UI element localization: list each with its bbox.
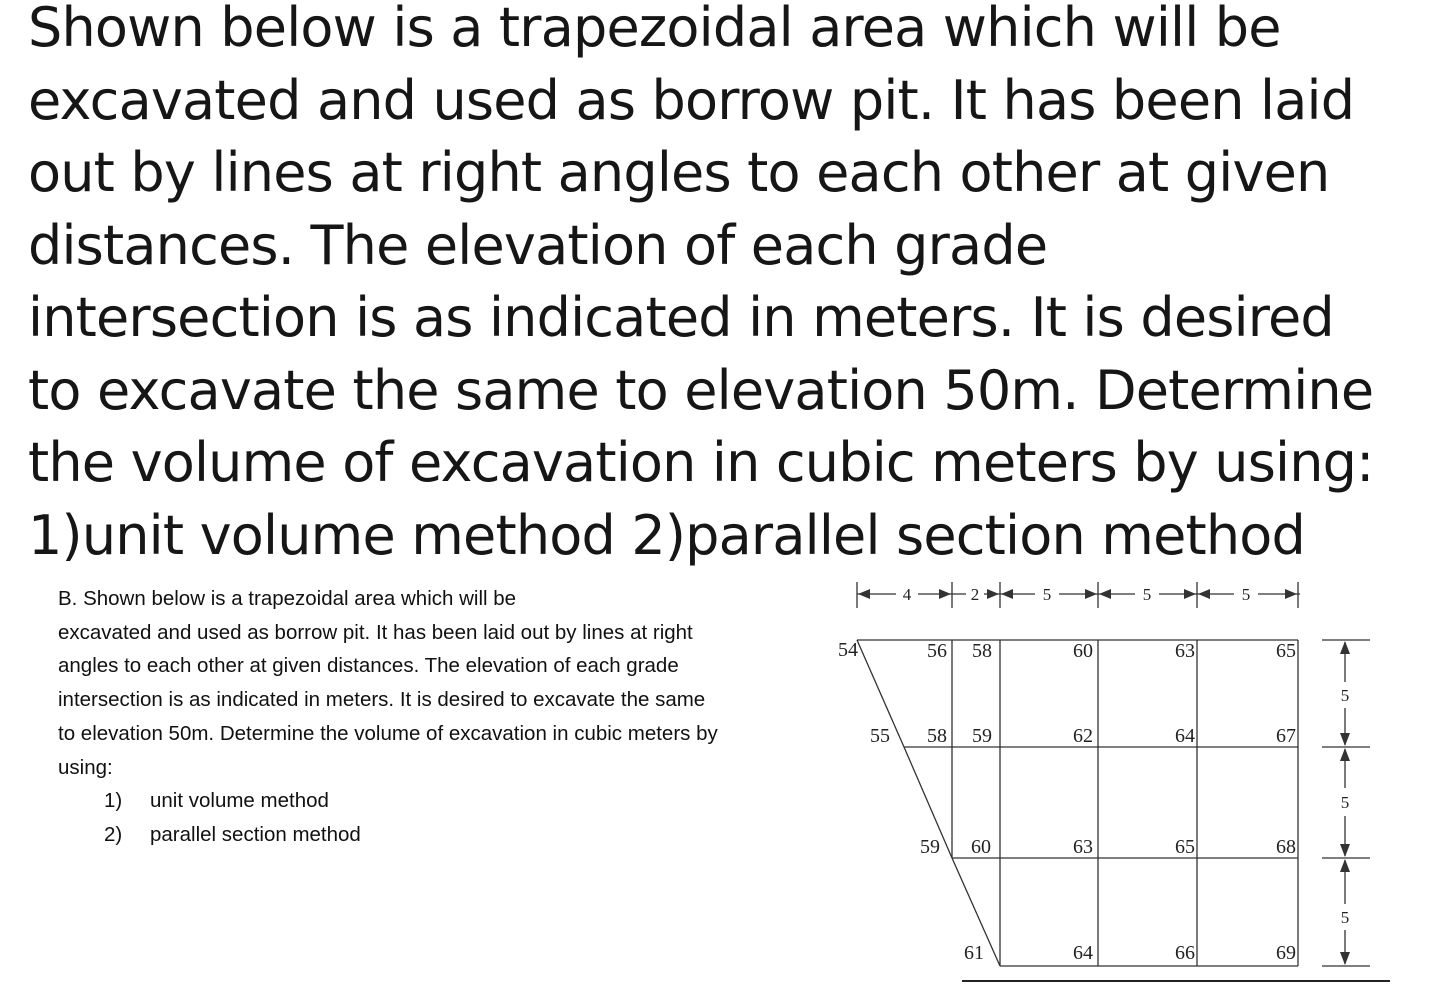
elevation-label: 64 <box>1175 725 1195 747</box>
method-label: parallel section method <box>150 822 361 846</box>
top-dim-label: 5 <box>1142 585 1152 604</box>
question-text: Shown below is a trapezoidal area which will be excavated and used as borrow pit. It has been laid out by lines at right angles to each other at given distances. The elevation of each grade intersection is as indicated in meters. It is desired to excavate the same to elevation 50m. Determine the volume of excavation in cubic meters by using: 1)unit volume method 2)parallel section method <box>28 0 1374 567</box>
elevation-label: 60 <box>1073 640 1093 662</box>
arrow-left <box>858 589 870 599</box>
method-label: unit volume method <box>150 789 329 813</box>
elevation-label: 69 <box>1276 942 1296 964</box>
borrow-pit-diagram <box>830 570 1430 990</box>
elevation-label: 59 <box>972 725 992 747</box>
top-dim-label: 2 <box>970 585 980 604</box>
arrow-right <box>939 589 951 599</box>
arrow-right <box>1085 589 1097 599</box>
top-dim-label: 4 <box>902 585 912 604</box>
elevation-label: 58 <box>972 640 992 662</box>
elevation-label: 62 <box>1073 725 1093 747</box>
arrow-right <box>1285 589 1297 599</box>
arrow-down <box>1340 844 1350 857</box>
top-dim-label: 5 <box>1241 585 1251 604</box>
arrow-down <box>1340 952 1350 965</box>
method-list <box>58 784 838 851</box>
method-item <box>104 818 838 852</box>
elevation-label: 59 <box>920 836 940 858</box>
side-dim-label: 5 <box>1340 793 1350 812</box>
method-number: 2) <box>104 822 123 846</box>
arrow-left <box>1001 589 1013 599</box>
elevation-label: 67 <box>1276 725 1296 747</box>
elevation-label: 55 <box>870 725 890 747</box>
arrow-left <box>1198 589 1210 599</box>
elevation-label: 63 <box>1073 836 1093 858</box>
elevation-label: 68 <box>1276 836 1296 858</box>
method-number: 1) <box>104 789 123 813</box>
elevation-label: 56 <box>927 640 947 662</box>
elevation-label: 60 <box>971 836 991 858</box>
elevation-label: 64 <box>1073 942 1093 964</box>
elevation-label: 63 <box>1175 640 1195 662</box>
method-item <box>104 784 838 818</box>
top-dim-label: 5 <box>1042 585 1052 604</box>
elevation-label: 61 <box>964 942 984 964</box>
arrow-right <box>987 589 999 599</box>
arrow-left <box>1099 589 1111 599</box>
arrow-up <box>1340 641 1350 654</box>
elevation-label: 54 <box>838 639 858 661</box>
grid-figure <box>830 570 1430 990</box>
elevation-label: 58 <box>927 725 947 747</box>
arrow-right <box>1184 589 1196 599</box>
arrow-up <box>1340 748 1350 761</box>
elevation-label: 65 <box>1175 836 1195 858</box>
elevation-label: 66 <box>1175 942 1195 964</box>
scanned-problem <box>58 582 838 852</box>
side-dim-label: 5 <box>1340 686 1350 705</box>
scanned-paragraph: B. Shown below is a trapezoidal area which will be excavated and used as borrow pit. It has been laid out by lines at right angles to each other at given distances. The elevation of each grade intersection is as indicated in meters. It is desired to excavate the same to elevation 50m. Determine the volume of excavation in cubic meters by using: <box>58 587 718 779</box>
elevation-label: 65 <box>1276 640 1296 662</box>
arrow-down <box>1340 733 1350 746</box>
arrow-up <box>1340 859 1350 872</box>
side-dim-label: 5 <box>1340 908 1350 927</box>
